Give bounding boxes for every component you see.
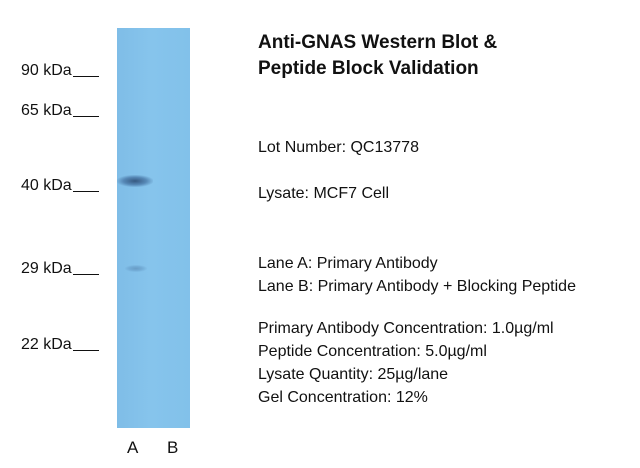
marker-40kda bbox=[21, 177, 99, 195]
gel-concentration: Gel Concentration: 12% bbox=[258, 389, 428, 406]
peptide-concentration: Peptide Concentration: 5.0µg/ml bbox=[258, 343, 487, 360]
marker-29kda bbox=[21, 260, 99, 278]
lysate: Lysate: MCF7 Cell bbox=[258, 185, 389, 202]
lane-label-b: B bbox=[167, 438, 179, 457]
marker-tick bbox=[73, 350, 99, 351]
marker-tick bbox=[73, 191, 99, 192]
lysate-quantity: Lysate Quantity: 25µg/lane bbox=[258, 366, 449, 383]
marker-label: 90 kDa bbox=[21, 62, 72, 79]
lane-b-description: Lane B: Primary Antibody + Blocking Peptide bbox=[258, 278, 576, 295]
western-blot-membrane bbox=[117, 28, 190, 428]
marker-22kda bbox=[21, 336, 99, 354]
marker-90kda bbox=[21, 62, 99, 80]
marker-label: 29 kDa bbox=[21, 260, 72, 277]
antibody-concentration: Primary Antibody Concentration: 1.0µg/ml bbox=[258, 320, 554, 337]
band-lane-a-29kda bbox=[125, 265, 147, 272]
marker-label: 65 kDa bbox=[21, 102, 72, 119]
lane-label-a: A bbox=[127, 438, 139, 457]
marker-tick bbox=[73, 76, 99, 77]
marker-label: 40 kDa bbox=[21, 177, 72, 194]
marker-tick bbox=[73, 116, 99, 117]
marker-label: 22 kDa bbox=[21, 336, 72, 353]
lot-number: Lot Number: QC13778 bbox=[258, 139, 419, 156]
marker-tick bbox=[73, 274, 99, 275]
page-title: Anti-GNAS Western Blot & Peptide Block Validation bbox=[258, 32, 498, 79]
marker-65kda bbox=[21, 102, 99, 120]
lane-a-description: Lane A: Primary Antibody bbox=[258, 255, 438, 272]
band-lane-a-40kda bbox=[117, 175, 153, 187]
